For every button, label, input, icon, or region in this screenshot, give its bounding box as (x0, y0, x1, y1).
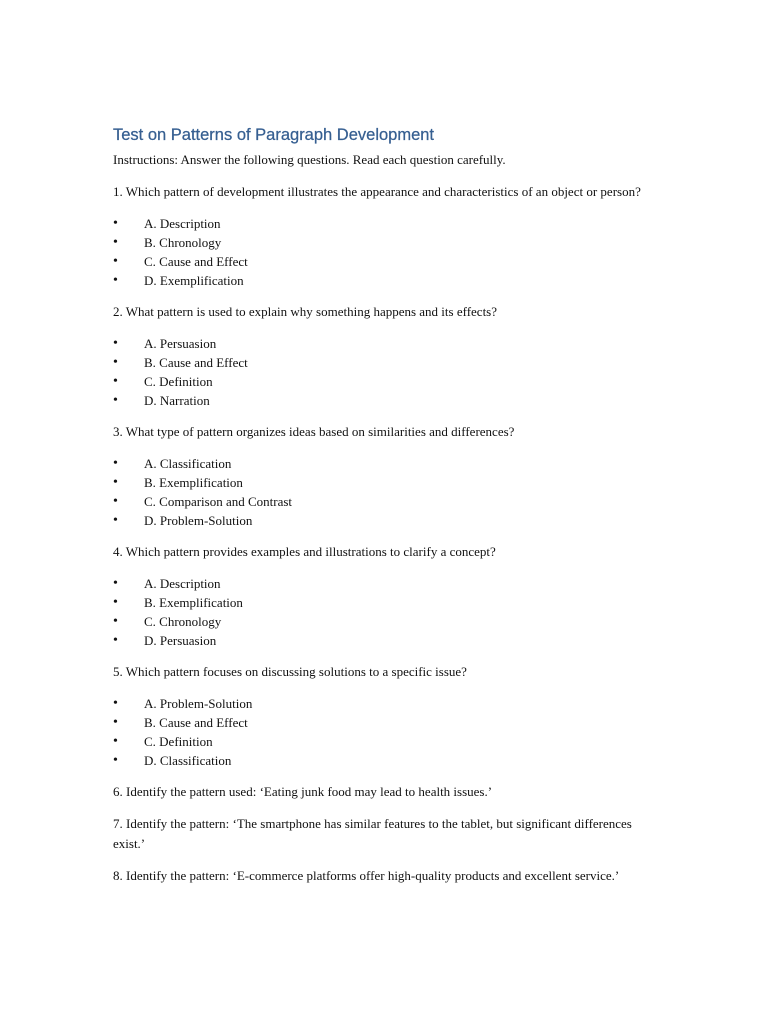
option-label: A. Problem-Solution (144, 696, 253, 711)
bullet-icon: • (113, 273, 118, 288)
option-label: C. Definition (144, 374, 213, 389)
option-label: A. Classification (144, 456, 232, 471)
bullet-icon: • (113, 753, 118, 768)
option-label: B. Cause and Effect (144, 715, 248, 730)
bullet-icon: • (113, 235, 118, 250)
option-3c (113, 492, 658, 511)
bullet-icon: • (113, 595, 118, 610)
option-2b (113, 353, 658, 372)
bullet-icon: • (113, 576, 118, 591)
question-8: 8. Identify the pattern: ‘E-commerce platforms offer high-quality products and excellent service.’ (113, 868, 620, 883)
option-label: C. Comparison and Contrast (144, 494, 293, 509)
option-3b (113, 473, 658, 492)
question-2-options (113, 334, 658, 410)
instructions-text: Instructions: Answer the following questions. Read each question carefully. (113, 152, 506, 167)
bullet-icon: • (113, 633, 118, 648)
option-4c (113, 612, 658, 631)
bullet-icon: • (113, 355, 118, 370)
option-2d (113, 391, 658, 410)
question-5: 5. Which pattern focuses on discussing solutions to a specific issue? (113, 664, 467, 679)
question-3: 3. What type of pattern organizes ideas based on similarities and differences? (113, 424, 515, 439)
bullet-icon: • (113, 696, 118, 711)
option-1a (113, 214, 658, 233)
option-4a (113, 574, 658, 593)
question-3-options (113, 454, 658, 530)
bullet-icon: • (113, 456, 118, 471)
option-label: C. Chronology (144, 614, 222, 629)
option-1c (113, 252, 658, 271)
question-4: 4. Which pattern provides examples and illustrations to clarify a concept? (113, 544, 496, 559)
bullet-icon: • (113, 715, 118, 730)
option-5c (113, 732, 658, 751)
question-6: 6. Identify the pattern used: ‘Eating junk food may lead to health issues.’ (113, 784, 493, 799)
bullet-icon: • (113, 734, 118, 749)
option-label: C. Cause and Effect (144, 254, 248, 269)
document-title: Test on Patterns of Paragraph Development (113, 126, 435, 144)
option-label: B. Chronology (144, 235, 222, 250)
bullet-icon: • (113, 393, 118, 408)
question-4-options (113, 574, 658, 650)
option-4d (113, 631, 658, 650)
option-label: A. Persuasion (144, 336, 217, 351)
option-label: C. Definition (144, 734, 213, 749)
question-5-options (113, 694, 658, 770)
option-5a (113, 694, 658, 713)
option-3d (113, 511, 658, 530)
option-label: D. Exemplification (144, 273, 244, 288)
option-label: B. Exemplification (144, 475, 243, 490)
document-page (113, 124, 658, 898)
bullet-icon: • (113, 494, 118, 509)
bullet-icon: • (113, 614, 118, 629)
question-7: 7. Identify the pattern: ‘The smartphone has similar features to the tablet, but significant differences exist.’ (113, 816, 632, 851)
option-label: D. Classification (144, 753, 232, 768)
option-2a (113, 334, 658, 353)
option-1b (113, 233, 658, 252)
bullet-icon: • (113, 254, 118, 269)
bullet-icon: • (113, 336, 118, 351)
option-5d (113, 751, 658, 770)
option-4b (113, 593, 658, 612)
bullet-icon: • (113, 374, 118, 389)
option-1d (113, 271, 658, 290)
option-label: D. Narration (144, 393, 210, 408)
option-5b (113, 713, 658, 732)
bullet-icon: • (113, 475, 118, 490)
option-2c (113, 372, 658, 391)
option-label: A. Description (144, 216, 221, 231)
option-label: D. Persuasion (144, 633, 217, 648)
option-label: A. Description (144, 576, 221, 591)
question-2: 2. What pattern is used to explain why something happens and its effects? (113, 304, 498, 319)
bullet-icon: • (113, 513, 118, 528)
option-label: B. Exemplification (144, 595, 243, 610)
question-1-options (113, 214, 658, 290)
question-1: 1. Which pattern of development illustrates the appearance and characteristics of an object or person? (113, 184, 641, 199)
option-3a (113, 454, 658, 473)
option-label: D. Problem-Solution (144, 513, 253, 528)
option-label: B. Cause and Effect (144, 355, 248, 370)
bullet-icon: • (113, 216, 118, 231)
